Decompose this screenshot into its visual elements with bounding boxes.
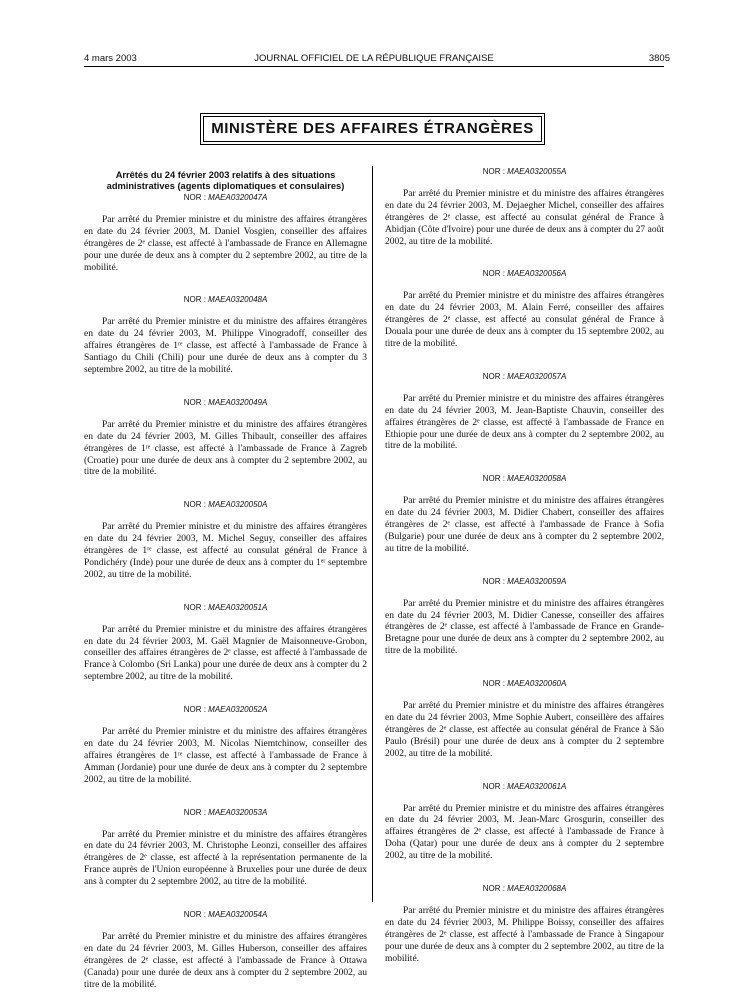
nor-reference: [385, 883, 664, 895]
nor-reference: [84, 704, 367, 716]
nor-prefix: NOR :: [482, 167, 505, 176]
nor-prefix: NOR :: [183, 295, 206, 305]
nor-code: MAEA0320055A: [507, 167, 567, 176]
entry-gap: [385, 761, 664, 781]
nor-prefix: NOR :: [482, 679, 505, 689]
entry-gap: [385, 658, 664, 678]
decree-text: Par arrêté du Premier ministre et du ministre des affaires étrangères en date du 24 février 2003, M. Didier Canesse, conseiller des affaires étrangères de 2ᵉ classe, est affecté à l'ambassade de France en Grande-Bretagne pour une durée de deux ans à compter du 2 septembre 2002, au titre de la mobilité.: [385, 598, 664, 657]
decree-text: Par arrêté du Premier ministre et du ministre des affaires étrangères en date du 24 février 2003, M. Christophe Leonzi, conseiller des affaires étrangères de 2ᵉ classe, est affecté à la représentation permanente de la France auprès de l'Union européenne à Bruxelles pour une durée de deux ans à compter du 2 septembre 2002, au titre de la mobilité.: [84, 829, 367, 888]
decree-entry: [84, 479, 367, 581]
entry-gap: [84, 684, 367, 704]
nor-prefix: NOR :: [482, 371, 505, 381]
nor-prefix: NOR :: [482, 474, 505, 484]
nor-code: MAEA0320068A: [507, 884, 567, 894]
decree-text: Par arrêté du Premier ministre et du ministre des affaires étrangères en date du 24 février 2003, M. Jean-Baptiste Chauvin, conseiller des affaires étrangères de 2ᵉ classe, est affecté à l'ambassade de France en Ethiopie pour une durée de deux ans à compter du 2 septembre 2002, au titre de la mobilité.: [385, 393, 664, 452]
entry-gap: [385, 453, 664, 473]
decree-entry: [84, 192, 367, 274]
entry-gap: [84, 377, 367, 397]
header-rule: [84, 66, 664, 67]
decree-text: Par arrêté du Premier ministre et du ministre des affaires étrangères en date du 24 février 2003, M. Gaël Magnier de Maisonneuve-Grobon, conseiller des affaires étrangères de 2ᵉ classe, est affecté à l'ambassade de France à Colombo (Sri Lanka) pour une durée de deux ans à compter du 2 septembre 2002, au titre de la mobilité.: [84, 624, 367, 683]
nor-code: MAEA0320058A: [507, 474, 567, 484]
header-date: 4 mars 2003: [84, 53, 137, 64]
nor-prefix: NOR :: [482, 781, 505, 791]
nor-code: MAEA0320061A: [507, 781, 567, 791]
nor-reference: [385, 678, 664, 690]
nor-reference: [385, 576, 664, 588]
decree-text: Par arrêté du Premier ministre et du ministre des affaires étrangères en date du 24 février 2003, Mme Sophie Aubert, conseillère des affaires étrangères de 2ᵉ classe, est affectée au consulat général de France à São Paulo (Brésil) pour une durée de deux ans à compter du 2 septembre 2002, au titre de la mobilité.: [385, 701, 664, 759]
decree-entry: [84, 582, 367, 684]
nor-reference: [385, 166, 664, 178]
ministry-title: MINISTÈRE DES AFFAIRES ÉTRANGÈRES: [211, 120, 534, 137]
decree-text: Par arrêté du Premier ministre et du ministre des affaires étrangères en date du 24 février 2003, M. Jean-Marc Grosgurin, conseiller des affaires étrangères de 2ᵉ classe, est affecté à l'ambassade de France à Doha (Qatar) pour une durée de deux ans à compter du 2 septembre 2002, au titre de la mobilité.: [385, 803, 664, 862]
nor-prefix: NOR :: [183, 602, 206, 612]
nor-reference: [84, 909, 367, 921]
entry-gap: [385, 351, 664, 371]
entry-gap: [84, 582, 367, 602]
decree-entry: [84, 889, 367, 991]
decree-text: Par arrêté du Premier ministre et du ministre des affaires étrangères en date du 24 février 2003, M. Philippe Vinogradoff, conseiller des affaires étrangères de 1ʳᵉ classe, est affecté à l'ambassade de France à Santiago du Chili (Chili) pour une durée de deux ans à compter du 3 septembre 2002, au titre de la mobilité.: [84, 317, 367, 375]
nor-reference: [84, 294, 367, 306]
entry-gap: [84, 787, 367, 807]
decree-entry: [385, 556, 664, 658]
nor-code: MAEA0320059A: [507, 576, 567, 586]
nor-code: MAEA0320047A: [208, 193, 268, 202]
decree-text: Par arrêté du Premier ministre et du ministre des affaires étrangères en date du 24 février 2003, M. Didier Chabert, conseiller des affaires étrangères de 2ᵉ classe, est affecté à l'ambassade de France à Sofia (Bulgarie) pour une durée de deux ans à compter du 2 septembre 2002, au titre de la mobilité.: [385, 496, 664, 554]
header-page-number: 3805: [648, 53, 670, 64]
nor-reference: [385, 473, 664, 485]
nor-prefix: NOR :: [482, 269, 505, 279]
entry-gap: [385, 248, 664, 268]
decree-entry: [385, 863, 664, 965]
nor-code: MAEA0320051A: [208, 602, 268, 612]
decree-entry: [84, 274, 367, 376]
nor-reference: [84, 192, 367, 204]
nor-prefix: NOR :: [183, 397, 206, 407]
decree-text: Par arrêté du Premier ministre et du ministre des affaires étrangères en date du 24 février 2003, M. Daniel Vosgien, conseiller des affaires étrangères de 2ᵉ classe, est affecté à l'ambassade de France en Allemagne pour une durée de deux ans à compter du 2 septembre 2002, au titre de la mobilité.: [84, 214, 367, 273]
entry-gap: [84, 274, 367, 294]
nor-prefix: NOR :: [183, 193, 206, 202]
nor-prefix: NOR :: [183, 705, 206, 715]
entry-gap: [385, 863, 664, 883]
nor-code: MAEA0320057A: [507, 371, 567, 381]
left-entries: [84, 192, 367, 992]
nor-code: MAEA0320054A: [208, 910, 268, 920]
decree-entry: [385, 248, 664, 350]
decree-text: Par arrêté du Premier ministre et du ministre des affaires étrangères en date du 24 février 2003, M. Alain Ferré, conseiller des affaires étrangères de 2ᵉ classe, est affecté au consulat général de France à Douala pour une durée de deux ans à compter du 15 septembre 2002, au titre de la mobilité.: [385, 291, 664, 349]
nor-reference: [84, 499, 367, 511]
ministry-box: [203, 116, 542, 142]
nor-code: MAEA0320052A: [208, 705, 268, 715]
right-entries: [385, 166, 664, 966]
section-title: Arrêtés du 24 février 2003 relatifs à des situations administratives (agents diplomatiques et consulaires): [106, 170, 345, 191]
entry-gap: [84, 479, 367, 499]
left-column: [84, 160, 367, 992]
nor-reference: [385, 371, 664, 383]
nor-code: MAEA0320053A: [208, 807, 268, 817]
nor-prefix: NOR :: [482, 576, 505, 586]
decree-entry: [385, 761, 664, 863]
nor-code: MAEA0320048A: [208, 295, 268, 305]
nor-prefix: NOR :: [183, 910, 206, 920]
nor-prefix: NOR :: [183, 500, 206, 510]
decree-text: Par arrêté du Premier ministre et du ministre des affaires étrangères en date du 24 février 2003, M. Gilles Huberson, conseiller des affaires étrangères de 2ᵉ classe, est affecté à l'ambassade de France à Ottawa (Canada) pour une durée de deux ans à compter du 2 septembre 2002, au titre de la mobilité.: [84, 931, 367, 990]
decree-text: Par arrêté du Premier ministre et du ministre des affaires étrangères en date du 24 février 2003, M. Gilles Thibault, conseiller des affaires étrangères de 1ʳᵉ classe, est affecté à l'ambassade de France à Zagreb (Croatie) pour une durée de deux ans à compter du 2 septembre 2002, au titre de la mobilité.: [84, 419, 367, 478]
decree-text: Par arrêté du Premier ministre et du ministre des affaires étrangères en date du 24 février 2003, M. Nicolas Niemtchinow, conseiller des affaires étrangères de 1ʳᵉ classe, est affecté à l'ambassade de France à Amman (Jordanie) pour une durée de deux ans à compter du 2 septembre 2002, au titre de la mobilité.: [84, 727, 367, 785]
decree-entry: [385, 658, 664, 760]
nor-code: MAEA0320050A: [208, 500, 268, 510]
nor-reference: [84, 807, 367, 819]
decree-text: Par arrêté du Premier ministre et du ministre des affaires étrangères en date du 24 février 2003, M. Dejaegher Michel, conseiller des affaires étrangères de 2ᵉ classe, est affecté au consulat général de France à Abidjan (Côte d'Ivoire) pour une durée de deux ans à compter du 27 août 2002, au titre de la mobilité.: [385, 188, 664, 247]
page-header: [0, 50, 748, 66]
decree-text: Par arrêté du Premier ministre et du ministre des affaires étrangères en date du 24 février 2003, M. Michel Seguy, conseiller des affaires étrangères de 1ʳᵉ classe, est affecté au consulat général de France à Pondichéry (Inde) pour une durée de deux ans à compter du 1ᵉʳ septembre 2002, au titre de la mobilité.: [84, 522, 367, 580]
nor-code: MAEA0320056A: [507, 269, 567, 279]
nor-reference: [385, 781, 664, 793]
entry-gap: [385, 556, 664, 576]
decree-entry: [385, 166, 664, 248]
nor-prefix: NOR :: [482, 884, 505, 894]
decree-entry: [84, 787, 367, 889]
nor-code: MAEA0320060A: [507, 679, 567, 689]
nor-reference: [84, 602, 367, 614]
decree-entry: [84, 377, 367, 479]
decree-entry: [84, 684, 367, 786]
nor-prefix: NOR :: [183, 807, 206, 817]
header-journal-title: JOURNAL OFFICIEL DE LA RÉPUBLIQUE FRANÇAISE: [254, 53, 494, 64]
nor-reference: [385, 268, 664, 280]
decree-entry: [385, 453, 664, 555]
entry-gap: [84, 889, 367, 909]
right-column: [385, 160, 664, 966]
nor-reference: [84, 397, 367, 409]
decree-text: Par arrêté du Premier ministre et du ministre des affaires étrangères en date du 24 février 2003, M. Philippe Boissy, conseiller des affaires étrangères de 2ᵉ classe, est affecté à l'ambassade de France à Singapour pour une durée de deux ans à compter du 2 septembre 2002, au titre de la mobilité.: [385, 905, 664, 964]
column-divider: [372, 166, 373, 902]
decree-entry: [385, 351, 664, 453]
nor-code: MAEA0320049A: [208, 397, 268, 407]
